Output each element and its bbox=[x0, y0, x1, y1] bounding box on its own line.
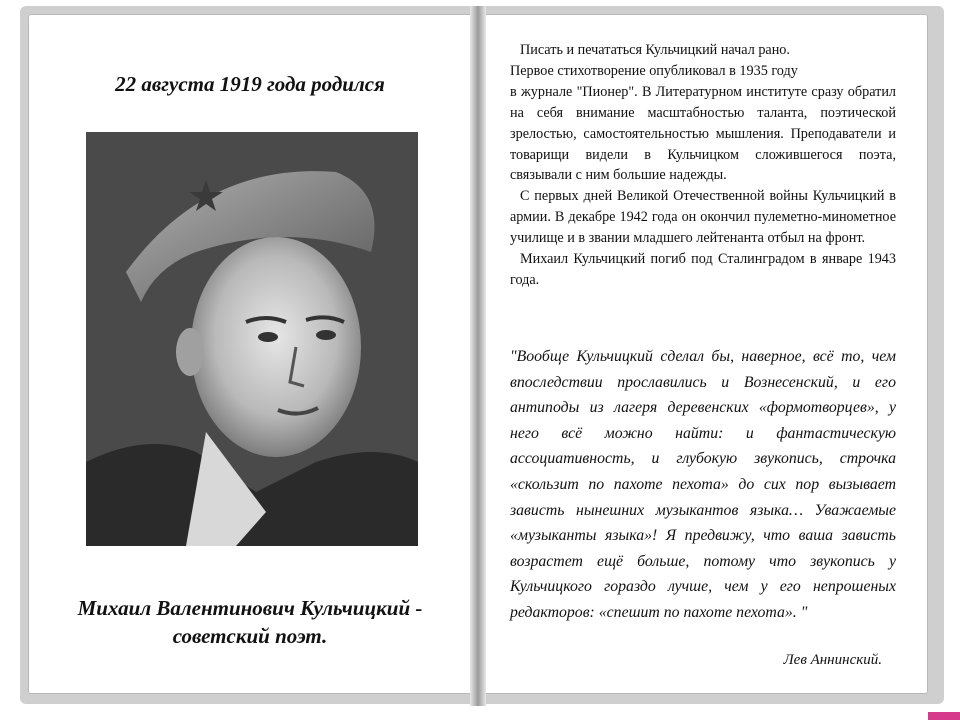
bio-p1-rest: в журнале "Пионер". В Литературном институте сразу обратил на себя внимание масштабностью таланта, поэтической зрелостью, самостоятельностью мышления. Преподаватели и товарищи видели в Кульчицком сложившегося поэта, связывали с ним большие надежды. bbox=[510, 83, 896, 184]
birth-date-heading: 22 августа 1919 года родился bbox=[115, 72, 385, 96]
poet-portrait bbox=[86, 132, 418, 546]
book-spine bbox=[470, 6, 486, 706]
corner-accent bbox=[928, 712, 960, 720]
quote-text: "Вообще Кульчицкий сделал бы, наверное, всё то, чем впоследствии прославились и Вознесенский, и его антиподы из лагеря деревенских «формотворцев», у него всё можно найти: и фантастическую ассоциативность, и глубокую звукопись, строчка «скользит по пахоте пехота» до сих пор вызывает зависть нынешних музыкантов языка… Уважаемые «музыканты языка»! Я предвижу, что ваша зависть возрастет ещё больше, потому что звукопись у Кульчицкого гораздо лучше, чем у его непрошеных редакторов: «спешит по пахоте пехота». " bbox=[510, 348, 896, 621]
critic-quote bbox=[510, 344, 896, 626]
poet-name-line: Михаил Валентинович Кульчицкий - bbox=[77, 596, 423, 620]
poet-name-caption bbox=[40, 594, 460, 650]
bio-p1-line2: Первое стихотворение опубликовал в 1935 году bbox=[510, 62, 798, 79]
bio-p1-line1: Писать и печататься Кульчицкий начал рано. bbox=[520, 42, 790, 58]
bio-paragraph-2: С первых дней Великой Отечественной войны Кульчицкий в армии. В декабре 1942 года он окончил пулеметно-минометное училище и в звании младшего лейтенанта отбыл на фронт. bbox=[510, 188, 896, 247]
quote-author: Лев Аннинский. bbox=[783, 652, 882, 668]
poet-role-line: советский поэт. bbox=[172, 624, 328, 648]
biography-text bbox=[510, 40, 896, 291]
bio-paragraph-1 bbox=[510, 40, 896, 186]
bio-paragraph-3: Михаил Кульчицкий погиб под Сталинградом в январе 1943 года. bbox=[510, 251, 896, 288]
